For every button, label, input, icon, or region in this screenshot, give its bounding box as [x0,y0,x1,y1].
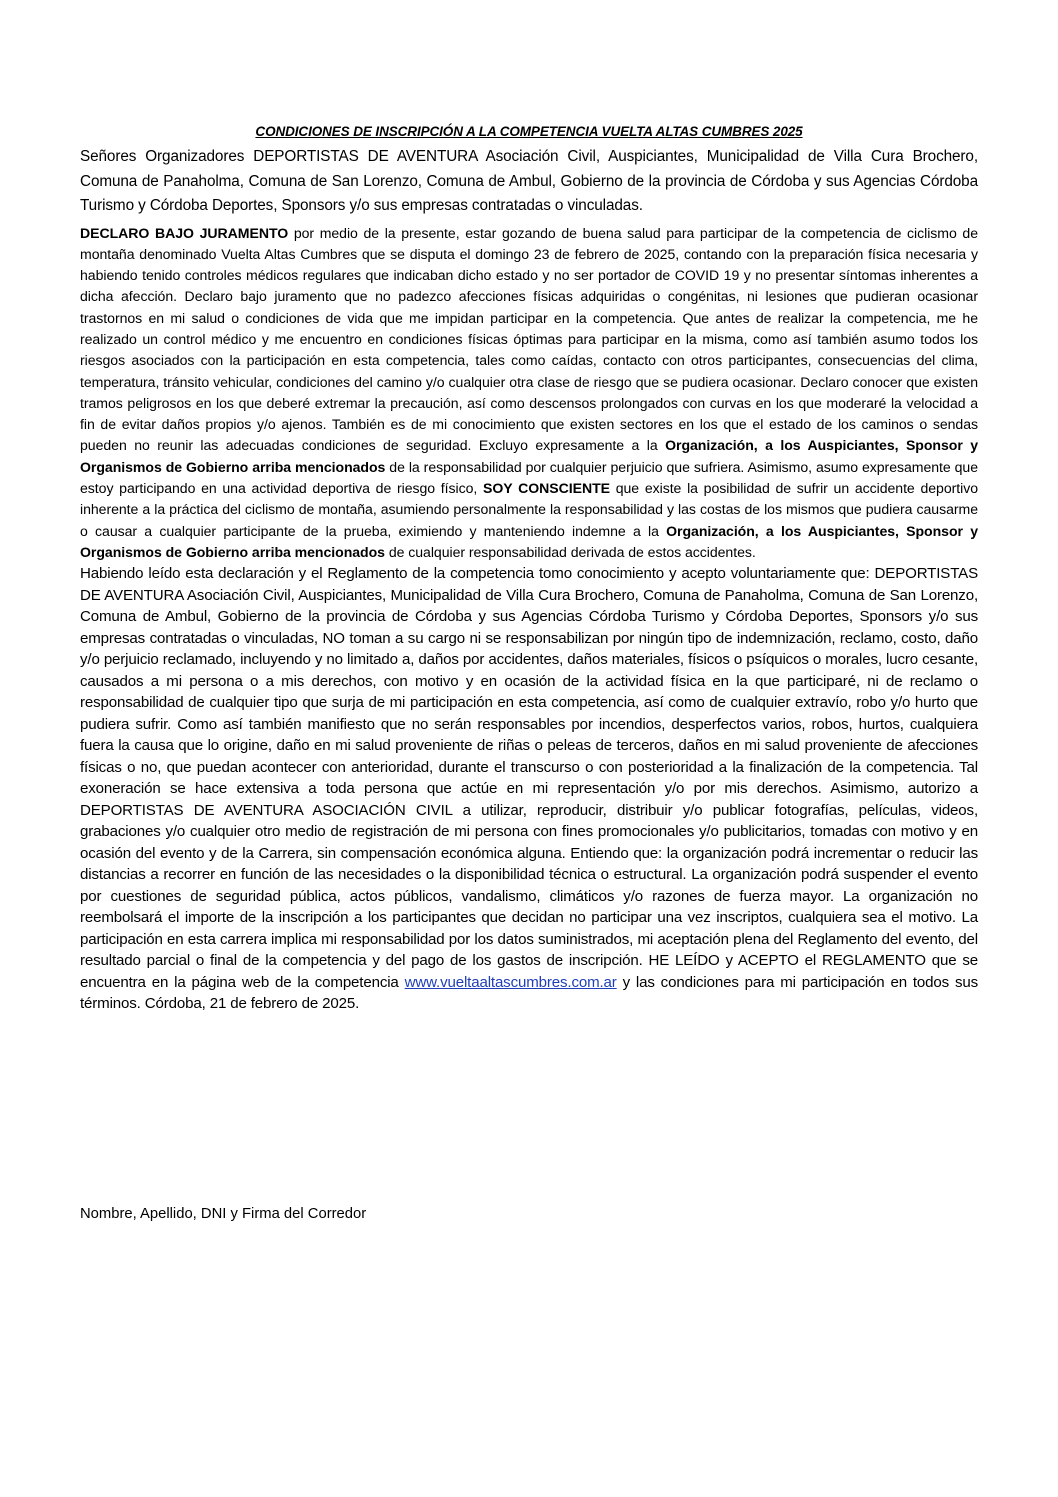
acceptance-text-1: Habiendo leído esta declaración y el Reglamento de la competencia tomo conocimiento y acepto voluntariamente que: DEPORTISTAS DE AVENTURA Asociación Civil, Auspiciantes, Municipalidad de Villa Cura Brochero, Comuna de Panaholma, Comuna de San Lorenzo, Comuna de Ambul, Gobierno de la provincia de Córdoba y sus Agencias Córdoba Turismo y Córdoba Deportes, Sponsors y/o sus empresas contratadas o vinculadas, NO toman a su cargo ni se responsabilizan por ningún tipo de indemnización, reclamo, costo, daño y/o perjuicio reclamado, incluyendo y no limitado a, daños por accidentes, daños materiales, físicos o psíquicos o morales, lucro cesante, causados a mi persona o a mis derechos, con motivo y en ocasión de la actividad física en la que participaré, ni de reclamo o responsabilidad de cualquier tipo que surja de mi participación en esta competencia, así como de cualquier extravío, robo y/o hurto que pudiera sufrir. Como así también manifiesto que no serán responsables por incendios, desperfectos varios, robos, hurtos, cualquiera fuera la causa que lo origine, daño en mi salud proveniente de riñas o peleas de terceros, daños en mi salud proveniente de afecciones físicas o no, que puedan acontecer con anterioridad, durante el transcurso o con posterioridad a la finalización de la competencia. Tal exoneración se hace extensiva a toda persona que actúe en mi representación y/o por mis derechos. Asimismo, autorizo a DEPORTISTAS DE AVENTURA ASOCIACIÓN CIVIL a utilizar, reproducir, distribuir y/o publicar fotografías, películas, videos, grabaciones y/o cualquier otro medio de registración de mi persona con fines promocionales y/o publicitarios, tomadas con motivo y en ocasión del evento y de la Carrera, sin compensación económica alguna. Entiendo que: la organización podrá incrementar o reducir las distancias a recorrer en función de las necesidades o la disponibilidad técnica o estructural. La organización podrá suspender el evento por cuestiones de seguridad pública, actos públicos, vandalismo, climáticos y/o razones de fuerza mayor. La organización no reembolsará el importe de la inscripción a los participantes que decidan no participar una vez inscriptos, cualquiera sea el motivo. La participación en esta carrera implica mi responsabilidad por los datos suministrados, mi aceptación plena del Reglamento del evento, del resultado parcial o final de la competencia y del pago de los gastos de inscripción. HE LEÍDO y ACEPTO el REGLAMENTO que se encuentra en la página web de la competencia [80,565,978,991]
declaration-lead: DECLARO BAJO JURAMENTO [80,224,289,241]
declaration-text-1: por medio de la presente, estar gozando de buena salud para participar de la competencia de ciclismo de montaña denominado Vuelta Altas Cumbres que se disputa el domingo 23 de febrero de 2025, contando con la preparación física necesaria y habiendo tenido controles médicos regulares que indicaban dicho estado y no ser portador de COVID 19 y no presentar síntomas inherentes a dicha afección. Declaro bajo juramento que no padezco afecciones físicas adquiridas o congénitas, ni lesiones que pudieran ocasionar trastornos en mi salud o condiciones de vida que me impidan participar en la competencia. Que antes de realizar la competencia, me he realizado un control médico y me encuentro en condiciones físicas óptimas para participar en la misma, como así también asumo todos los riesgos asociados con la participación en esta competencia, tales como caídas, contacto con otros participantes, consecuencias del clima, temperatura, tránsito vehicular, condiciones del camino y/o cualquier otra clase de riesgo que se pudiera ocasionar. Declaro conocer que existen tramos peligrosos en los que deberé extremar la precaución, así como descensos prolongados con curvas en los que moderaré la velocidad a fin de evitar daños propios y/o ajenos. También es de mi conocimiento que existen sectores en los que el estado de los caminos o sendas pueden no reunir las adecuadas condiciones de seguridad. Excluyo expresamente a la [80,224,978,454]
acceptance-text-2: y las condiciones para mi participación en todos sus términos. Córdoba, 21 de febrero de 2025. [80,973,978,1013]
website-link[interactable]: www.vueltaaltascumbres.com.ar [404,973,617,991]
declaration-paragraph [80,223,978,564]
addressee-paragraph: Señores Organizadores DEPORTISTAS DE AVENTURA Asociación Civil, Auspiciantes, Municipalidad de Villa Cura Brochero, Comuna de Panaholma, Comuna de San Lorenzo, Comuna de Ambul, Gobierno de la provincia de Córdoba y sus Agencias Córdoba Turismo y Córdoba Deportes, Sponsors y/o sus empresas contratadas o vinculadas. [80,148,978,214]
declaration-text-2: de la responsabilidad por cualquier perjuicio que sufriera. Asimismo, asumo expresamente que estoy participando en una actividad deportiva de riesgo físico, [80,458,979,497]
declaration-text-3: que existe la posibilidad de sufrir un accidente deportivo inherente a la práctica del ciclismo de montaña, asumiendo personalmente la responsabilidad y las costas de los mismos que pudiera causarme o causar a cualquier participante de la prueba, eximiendo y manteniendo indemne a la [80,480,978,539]
signature-label: Nombre, Apellido, DNI y Firma del Corredor [80,1206,367,1222]
declaration-text-4: de cualquier responsabilidad derivada de estos accidentes. [384,543,756,560]
declaration-bold-3: Organización, a los Auspiciantes, Sponsor y Organismos de Gobierno arriba mencionados [80,522,978,560]
declaration-bold-1: Organización, a los Auspiciantes, Sponsor y Organismos de Gobierno arriba mencionados [80,437,979,475]
document-title: CONDICIONES DE INSCRIPCIÓN A LA COMPETENCIA VUELTA ALTAS CUMBRES 2025 [255,124,803,139]
declaration-bold-2: SOY CONSCIENTE [483,480,610,497]
acceptance-paragraph [80,563,978,1015]
